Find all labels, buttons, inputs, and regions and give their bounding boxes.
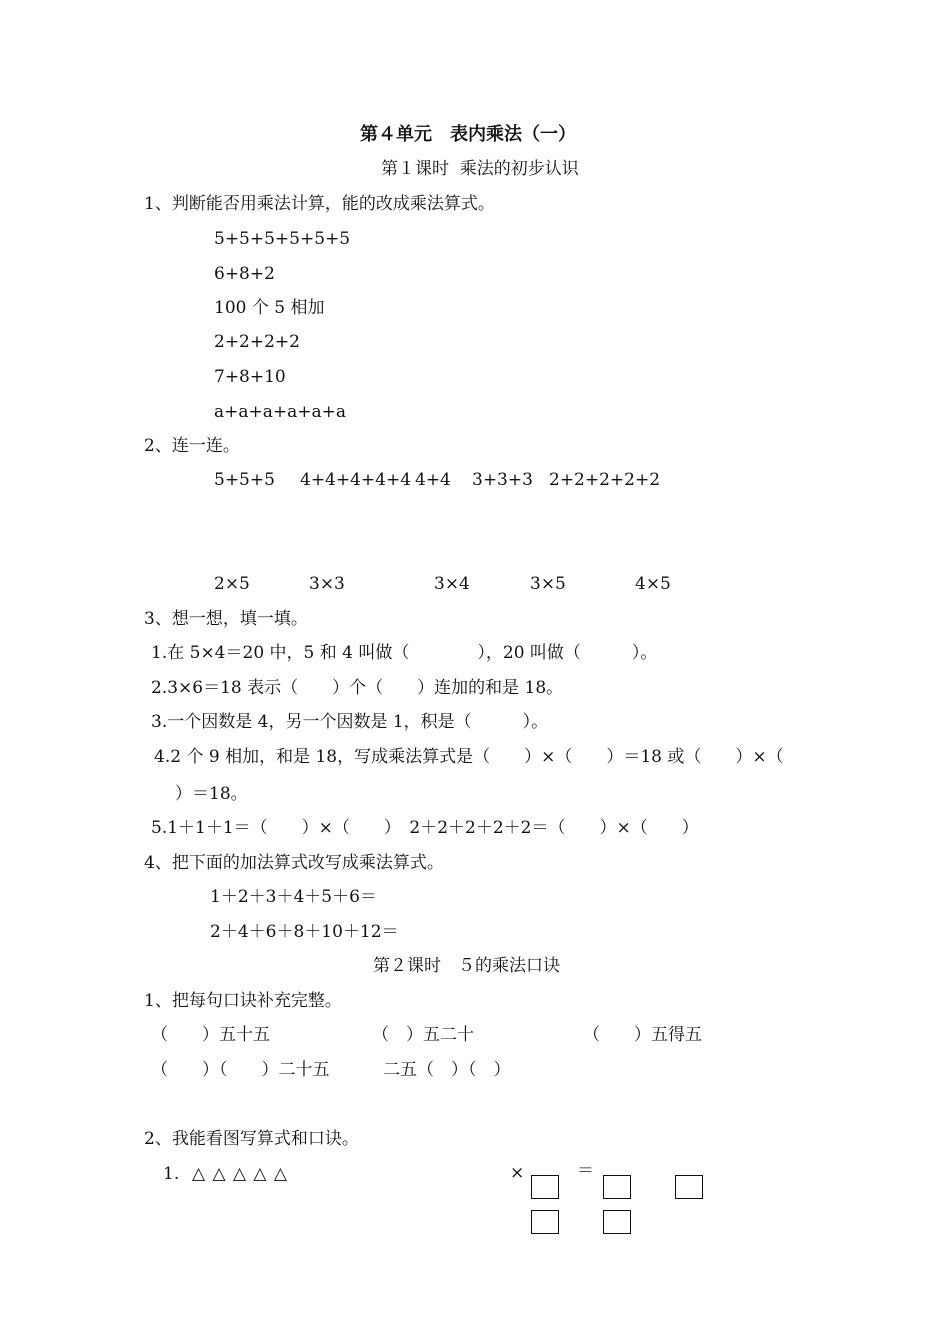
q2-bottom-expression[interactable]: 3×5	[530, 574, 566, 594]
q1-prompt: 1、判断能否用乘法计算，能的改成乘法算式。	[144, 194, 495, 214]
equals-sign: ＝	[577, 1161, 594, 1181]
q2-bottom-expression[interactable]: 3×4	[434, 574, 470, 594]
q3-item: 5.1＋1＋1＝（ ）×（ ） 2＋2＋2＋2＋2＝（ ）×（ ）	[151, 818, 699, 838]
picture-item-number: 1.	[163, 1164, 180, 1184]
q4-item: 2＋4＋6＋8＋10＋12＝	[210, 922, 399, 942]
q3-item: 2.3×6＝18 表示（ ）个（ ）连加的和是 18。	[151, 678, 564, 698]
rhyme-blank: 二五（ ）（ ）	[383, 1060, 511, 1080]
unit-title: 第４单元 表内乘法（一）	[360, 124, 576, 145]
q1-item: 2+2+2+2	[214, 332, 300, 352]
rhyme-blank: （ ）五得五	[583, 1025, 702, 1045]
q1-item: 6+8+2	[214, 264, 275, 284]
q2-top-expression[interactable]: 4+4	[415, 470, 451, 490]
q2-bottom-expression[interactable]: 3×3	[309, 574, 345, 594]
rhyme-blank: （ ）（ ）二十五	[151, 1060, 330, 1080]
q1-item: a+a+a+a+a+a	[214, 402, 347, 422]
lesson1-title: 第１课时 乘法的初步认识	[381, 159, 579, 179]
q1-item: 7+8+10	[214, 367, 286, 387]
q3-item: 4.2 个 9 相加，和是 18，写成乘法算式是（ ）×（ ）＝18 或（ ）×（	[154, 747, 784, 767]
answer-box[interactable]	[603, 1175, 631, 1199]
triangle-icons: △ △ △ △ △	[192, 1164, 288, 1184]
q2-top-expression[interactable]: 4+4+4+4+4	[300, 470, 412, 490]
q2-bottom-expression[interactable]: 4×5	[635, 574, 671, 594]
lesson2-title: 第２课时 ５的乘法口诀	[373, 956, 560, 976]
q3-item: 1.在 5×4＝20 中，5 和 4 叫做（ ），20 叫做（ ）。	[151, 643, 658, 663]
q3-item-continued: ）＝18。	[175, 784, 248, 804]
rhyme-blank: （ ）五二十	[372, 1025, 474, 1045]
q4-prompt: 4、把下面的加法算式改写成乘法算式。	[144, 853, 444, 873]
l2-q2-prompt: 2、我能看图写算式和口诀。	[144, 1129, 359, 1149]
answer-box[interactable]	[531, 1175, 559, 1199]
q1-item: 5+5+5+5+5+5	[214, 229, 351, 249]
q2-top-expression[interactable]: 2+2+2+2+2	[549, 470, 661, 490]
rhyme-blank: （ ）五十五	[151, 1025, 270, 1045]
q3-item: 3.一个因数是 4，另一个因数是 1，积是（ ）。	[151, 712, 549, 732]
answer-box[interactable]	[603, 1210, 631, 1234]
q2-top-expression[interactable]: 3+3+3	[472, 470, 533, 490]
q2-prompt: 2、连一连。	[144, 436, 240, 456]
answer-box[interactable]	[531, 1210, 559, 1234]
times-sign: ×	[510, 1163, 525, 1183]
answer-box[interactable]	[675, 1175, 703, 1199]
q2-bottom-expression[interactable]: 2×5	[214, 574, 250, 594]
l2-q1-prompt: 1、把每句口诀补充完整。	[144, 991, 342, 1011]
q4-item: 1＋2＋3＋4＋5＋6＝	[210, 887, 377, 907]
q2-top-expression[interactable]: 5+5+5	[214, 470, 275, 490]
q3-prompt: 3、想一想，填一填。	[144, 609, 308, 629]
q1-item: 100 个 5 相加	[214, 298, 325, 318]
